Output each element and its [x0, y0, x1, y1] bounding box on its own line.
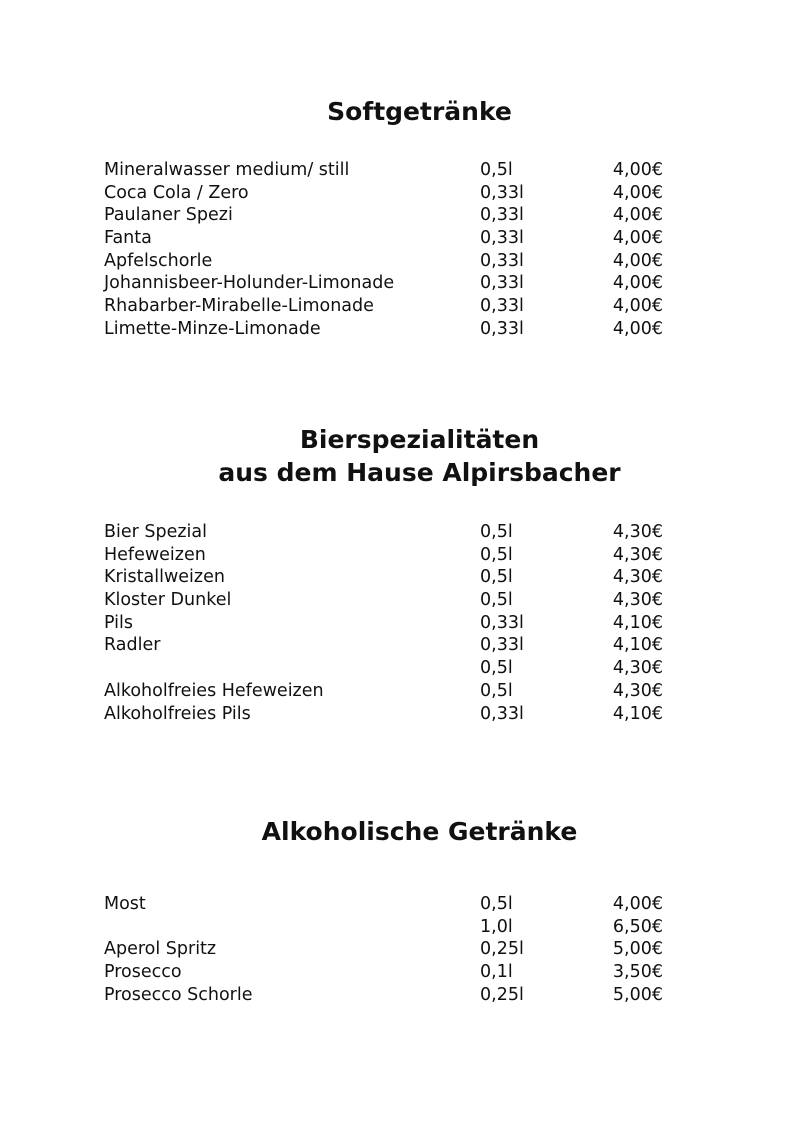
item-size: 0,5l — [480, 590, 513, 611]
section-title-line: aus dem Hause Alpirsbacher — [218, 458, 621, 487]
item-price: 4,30€ — [612, 522, 663, 542]
item-price: 4,00€ — [612, 250, 663, 271]
item-size: 0,25l — [480, 939, 524, 960]
item-price: 4,30€ — [612, 544, 663, 565]
item-size: 0,5l — [480, 544, 513, 565]
menu-item — [104, 544, 666, 567]
section-softgetraenke — [0, 95, 793, 339]
menu-item — [104, 589, 666, 612]
menu-item — [104, 984, 666, 1007]
item-size: 0,25l — [480, 984, 524, 1005]
item-name: Pils — [104, 612, 134, 633]
menu-item — [104, 657, 666, 680]
menu-item — [104, 272, 666, 295]
section-title-line: Softgetränke — [327, 97, 512, 126]
item-name: Kristallweizen — [104, 567, 225, 588]
menu-item — [104, 938, 666, 961]
item-price: 4,30€ — [612, 658, 663, 679]
item-size: 0,5l — [480, 522, 513, 542]
menu-item — [104, 227, 666, 250]
section-title — [0, 95, 793, 128]
item-price: 4,00€ — [612, 160, 663, 180]
item-name: Fanta — [104, 228, 152, 249]
item-name: Rhabarber-Mirabelle-Limonade — [104, 296, 374, 317]
item-price: 4,10€ — [612, 612, 663, 633]
item-price: 4,30€ — [612, 680, 663, 701]
item-price: 4,30€ — [612, 567, 663, 588]
item-name: Kloster Dunkel — [104, 590, 232, 611]
item-size: 0,33l — [480, 205, 524, 226]
item-name: Alkoholfreies Pils — [104, 703, 251, 724]
section-title — [0, 423, 793, 489]
section-alkoholische-getraenke — [0, 815, 793, 1005]
item-price: 5,00€ — [612, 939, 663, 960]
item-size: 0,5l — [480, 567, 513, 588]
item-size: 0,1l — [480, 962, 513, 983]
menu-item — [104, 634, 666, 657]
item-name: Prosecco — [104, 962, 182, 983]
menu-item — [104, 159, 666, 182]
item-price: 5,00€ — [612, 984, 663, 1005]
drinks-list — [104, 893, 666, 1006]
item-name: Alkoholfreies Hefeweizen — [104, 680, 324, 701]
menu-item — [104, 250, 666, 273]
menu-item — [104, 703, 666, 726]
menu-item — [104, 521, 666, 544]
item-size: 0,33l — [480, 612, 524, 633]
item-size: 0,5l — [480, 658, 513, 679]
menu-item — [104, 893, 666, 916]
item-name: Johannisbeer-Holunder-Limonade — [104, 273, 395, 294]
item-price: 4,00€ — [612, 318, 663, 339]
item-price: 4,00€ — [612, 228, 663, 249]
item-price: 4,00€ — [612, 273, 663, 294]
drinks-list — [104, 521, 666, 725]
item-size: 0,33l — [480, 296, 524, 317]
menu-item — [104, 204, 666, 227]
item-price: 4,10€ — [612, 635, 663, 656]
menu-item — [104, 182, 666, 205]
item-size: 0,5l — [480, 894, 513, 914]
item-name: Bier Spezial — [104, 522, 208, 542]
item-price: 4,00€ — [612, 182, 663, 203]
section-title-line: Bierspezialitäten — [299, 425, 540, 454]
item-name: Apfelschorle — [104, 250, 213, 271]
section-bierspezialitaeten — [0, 423, 793, 724]
menu-item — [104, 680, 666, 703]
item-size: 0,5l — [480, 680, 513, 701]
item-name: Mineralwasser medium/ still — [104, 160, 350, 180]
item-name: Aperol Spritz — [104, 939, 217, 960]
item-size: 0,33l — [480, 273, 524, 294]
item-price: 4,00€ — [612, 205, 663, 226]
menu-item — [104, 961, 666, 984]
item-price: 4,10€ — [612, 703, 663, 724]
menu-item — [104, 612, 666, 635]
item-size: 0,33l — [480, 703, 524, 724]
item-price: 4,00€ — [612, 894, 663, 914]
item-name: Paulaner Spezi — [104, 205, 233, 226]
item-size: 0,33l — [480, 182, 524, 203]
menu-item — [104, 295, 666, 318]
item-price: 3,50€ — [612, 962, 663, 983]
item-name: Prosecco Schorle — [104, 984, 253, 1005]
section-title-line: Alkoholische Getränke — [261, 817, 578, 846]
menu-item — [104, 916, 666, 939]
item-price: 6,50€ — [612, 916, 663, 937]
item-size: 0,33l — [480, 250, 524, 271]
item-price: 4,30€ — [612, 590, 663, 611]
item-size: 0,5l — [480, 160, 513, 180]
item-size: 0,33l — [480, 318, 524, 339]
drinks-list — [104, 159, 666, 341]
item-name: Most — [104, 894, 146, 914]
item-name: Limette-Minze-Limonade — [104, 318, 321, 339]
item-size: 1,0l — [480, 916, 513, 937]
item-name: Radler — [104, 635, 161, 656]
item-price: 4,00€ — [612, 296, 663, 317]
item-name: Coca Cola / Zero — [104, 182, 249, 203]
menu-item — [104, 566, 666, 589]
item-name: Hefeweizen — [104, 544, 206, 565]
section-title — [0, 815, 793, 848]
item-size: 0,33l — [480, 635, 524, 656]
item-size: 0,33l — [480, 228, 524, 249]
menu-item — [104, 318, 666, 341]
